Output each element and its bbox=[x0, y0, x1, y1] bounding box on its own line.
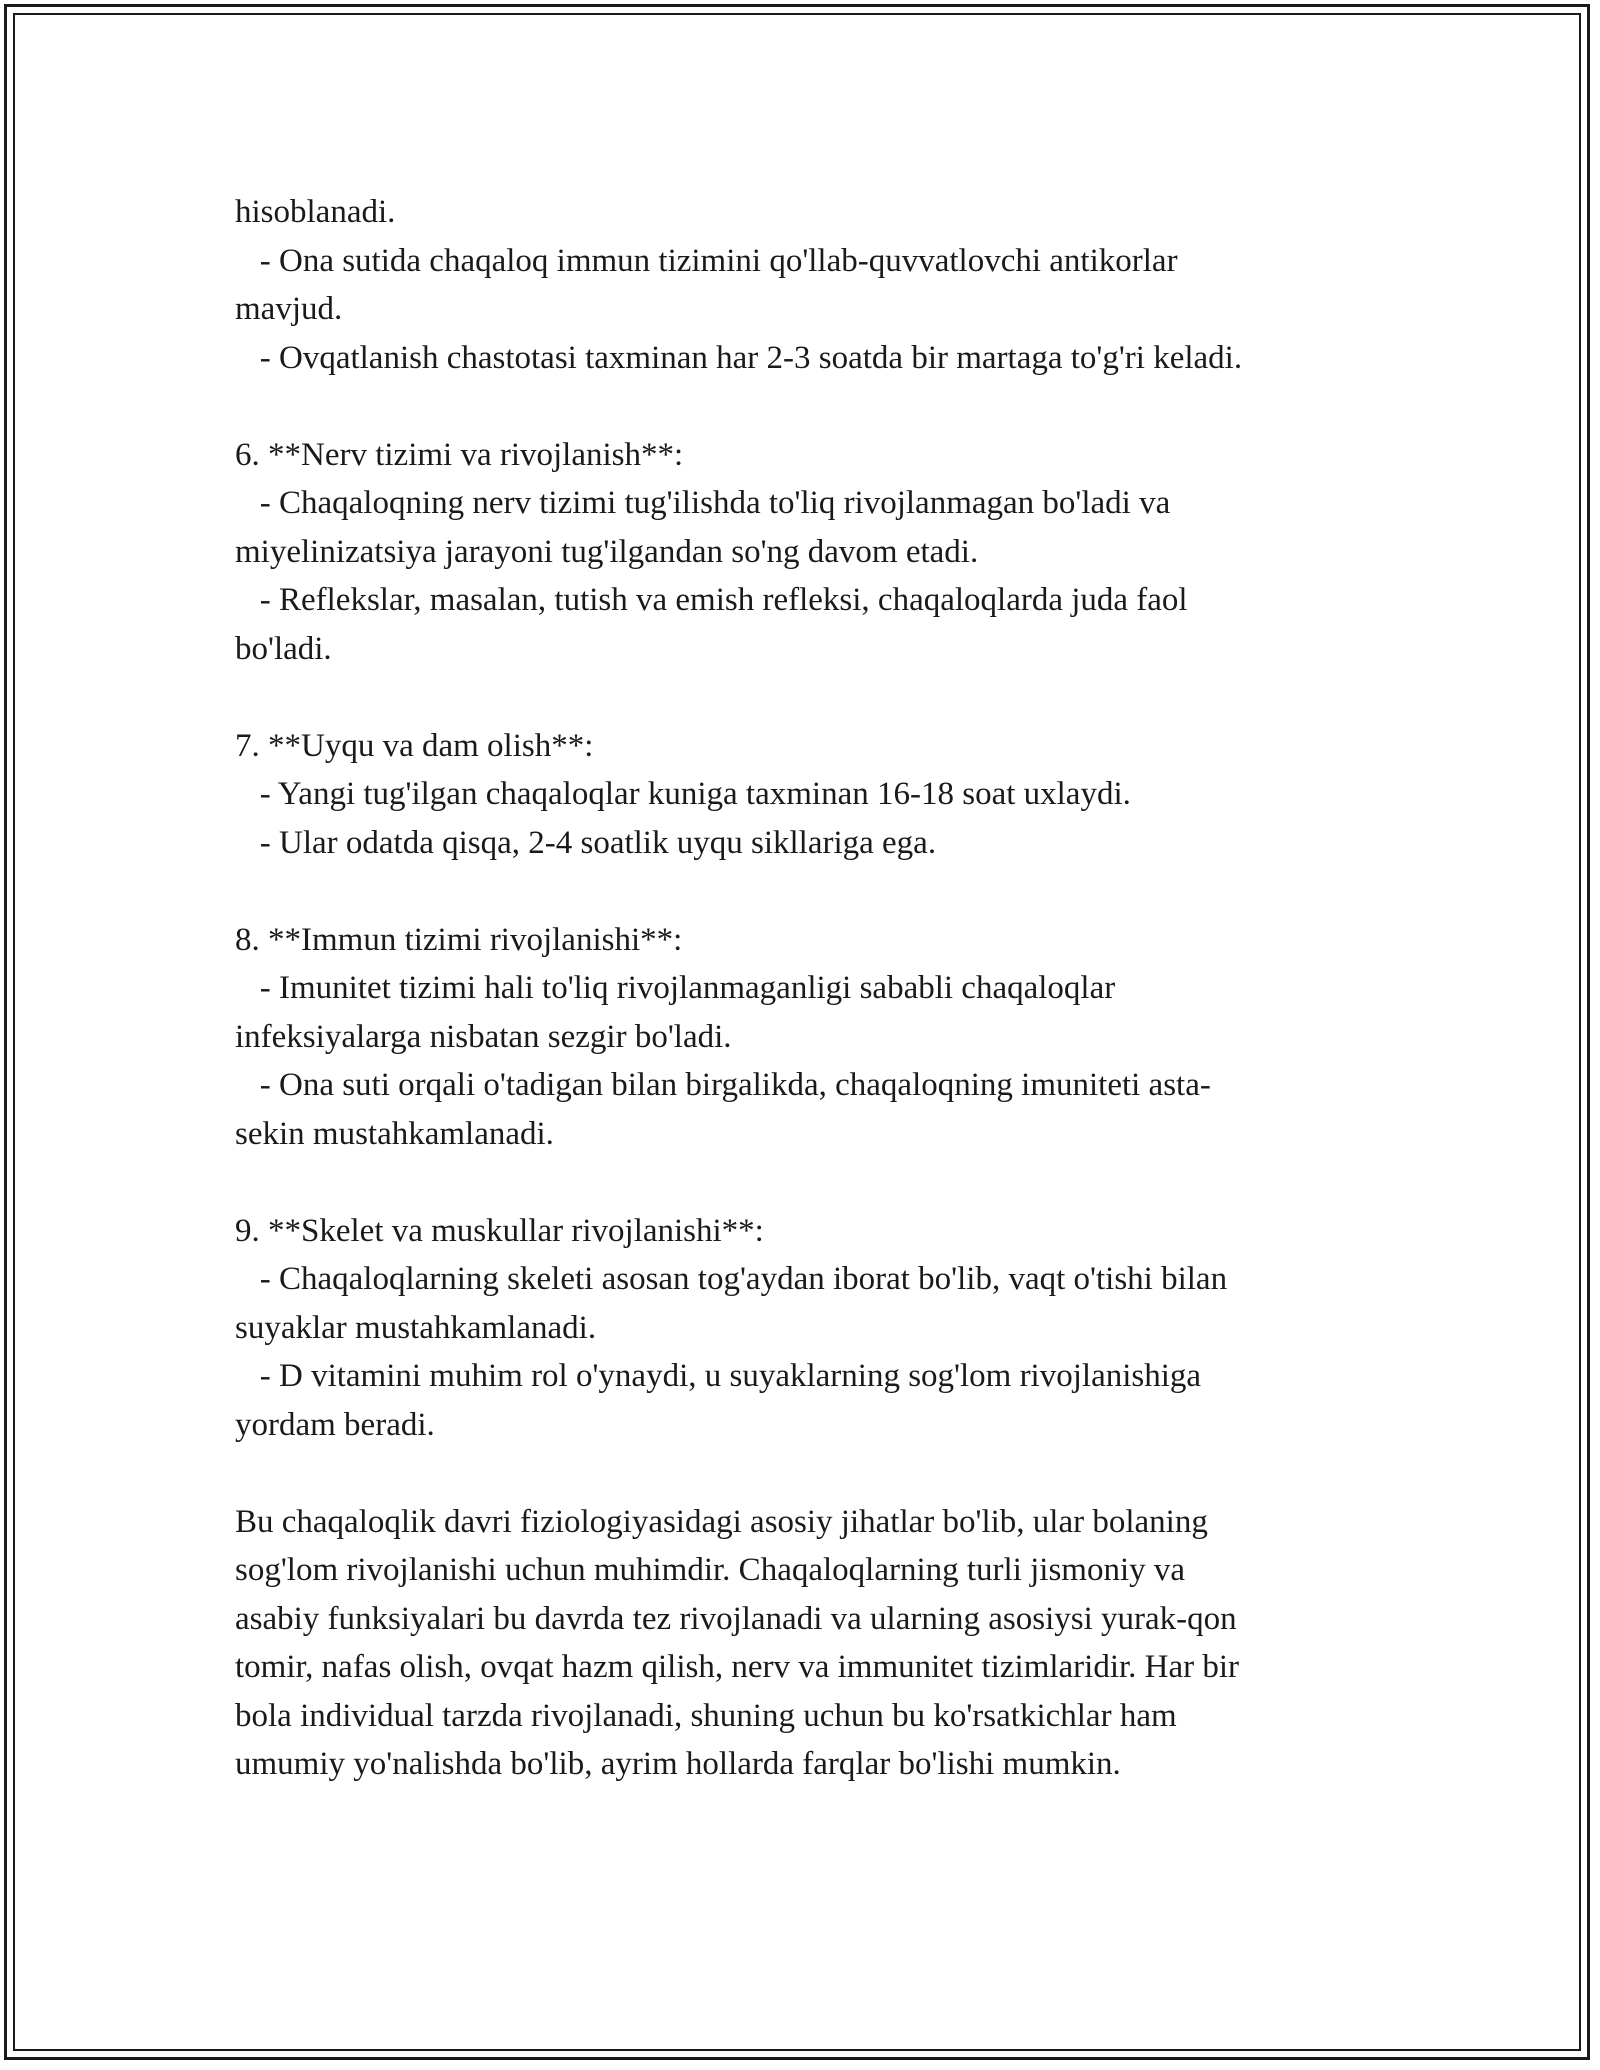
text-line: - Reflekslar, masalan, tutish va emish refleksi, chaqaloqlarda juda faol bbox=[235, 582, 1188, 618]
text-line: 6. **Nerv tizimi va rivojlanish**: bbox=[235, 436, 684, 473]
text-line: asabiy funksiyalari bu davrda tez rivojlanadi va ularning asosiysi yurak-qon bbox=[235, 1600, 1237, 1637]
text-line: - Imunitet tizimi hali to'liq rivojlanmaganligi sababli chaqaloqlar bbox=[235, 970, 1116, 1006]
blank-line bbox=[235, 382, 1365, 431]
text-line: miyelinizatsiya jarayoni tug'ilgandan so'ng davom etadi. bbox=[235, 533, 979, 570]
text-line: infeksiyalarga nisbatan sezgir bo'ladi. bbox=[235, 1018, 732, 1055]
text-line: Bu chaqaloqlik davri fiziologiyasidagi asosiy jihatlar bo'lib, ular bolaning bbox=[235, 1503, 1208, 1540]
text-line: - Ular odatda qisqa, 2-4 soatlik uyqu sikllariga ega. bbox=[235, 824, 937, 861]
text-line: 7. **Uyqu va dam olish**: bbox=[235, 727, 594, 764]
text-line: - Ona sutida chaqaloq immun tizimini qo'llab-quvvatlovchi antikorlar bbox=[235, 242, 1178, 279]
blank-line bbox=[235, 1449, 1365, 1498]
text-line: sekin mustahkamlanadi. bbox=[235, 1115, 554, 1152]
text-line: bo'ladi. bbox=[235, 630, 332, 667]
text-line: - Ona suti orqali o'tadigan bilan birgalikda, chaqaloqning imuniteti asta- bbox=[235, 1067, 1211, 1103]
text-line: - D vitamini muhim rol o'ynaydi, u suyaklarning sog'lom rivojlanishiga bbox=[235, 1358, 1202, 1394]
text-line: umumiy yo'nalishda bo'lib, ayrim hollarda farqlar bo'lishi mumkin. bbox=[235, 1746, 1121, 1782]
text-line: tomir, nafas olish, ovqat hazm qilish, nerv va immunitet tizimlaridir. Har bir bbox=[235, 1649, 1240, 1685]
text-line: mavjud. bbox=[235, 291, 343, 327]
text-line: sog'lom rivojlanishi uchun muhimdir. Chaqaloqlarning turli jismoniy va bbox=[235, 1552, 1186, 1588]
text-line: - Yangi tug'ilgan chaqaloqlar kuniga taxminan 16-18 soat uxlaydi. bbox=[235, 776, 1131, 812]
blank-line bbox=[235, 1158, 1365, 1207]
blank-line bbox=[235, 867, 1365, 916]
blank-line bbox=[235, 673, 1365, 722]
document-body bbox=[235, 188, 1365, 1789]
text-line: suyaklar mustahkamlanadi. bbox=[235, 1309, 597, 1346]
text-line: - Chaqaloqning nerv tizimi tug'ilishda to'liq rivojlanmagan bo'ladi va bbox=[235, 485, 1171, 521]
text-line: 9. **Skelet va muskullar rivojlanishi**: bbox=[235, 1212, 764, 1249]
text-line: hisoblanadi. bbox=[235, 194, 396, 230]
text-line: 8. **Immun tizimi rivojlanishi**: bbox=[235, 921, 683, 958]
text-line: - Chaqaloqlarning skeleti asosan tog'aydan iborat bo'lib, vaqt o'tishi bilan bbox=[235, 1261, 1228, 1297]
text-line: bola individual tarzda rivojlanadi, shuning uchun bu ko'rsatkichlar ham bbox=[235, 1697, 1177, 1734]
text-line: - Ovqatlanish chastotasi taxminan har 2-3 soatda bir martaga to'g'ri keladi. bbox=[235, 339, 1243, 376]
text-line: yordam beradi. bbox=[235, 1406, 435, 1443]
